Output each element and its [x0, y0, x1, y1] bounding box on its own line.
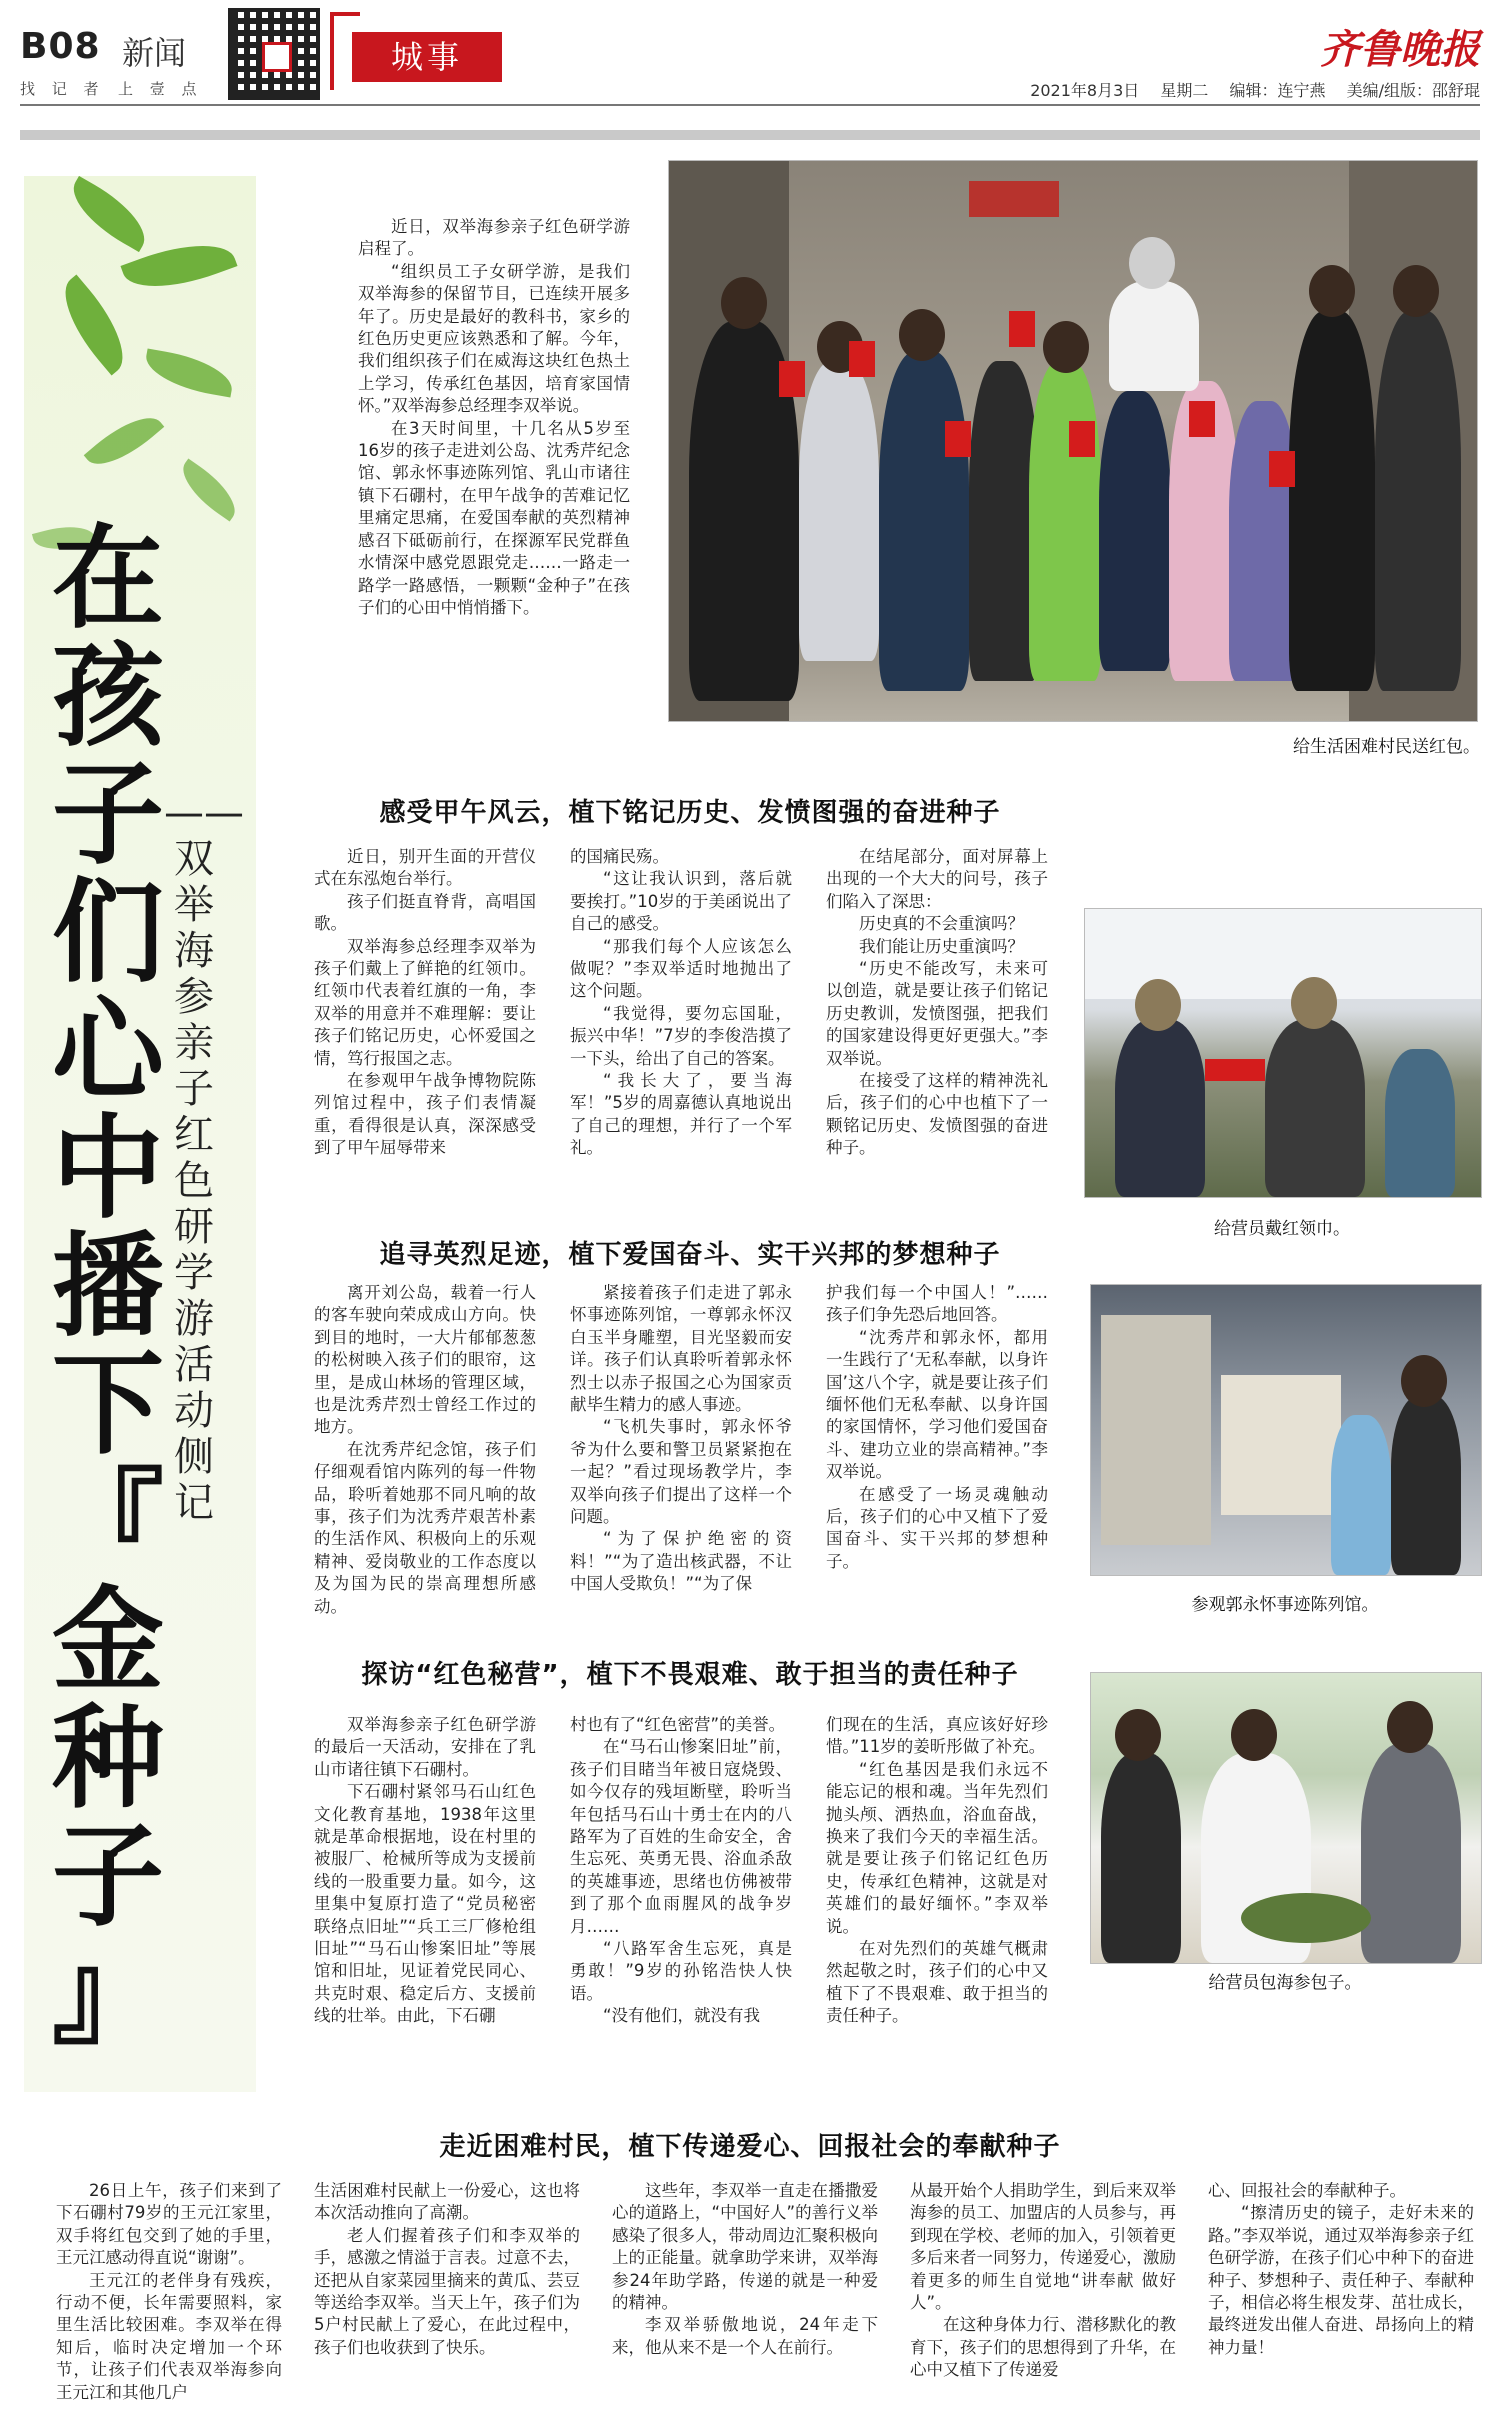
photo-dumplings	[1090, 1672, 1482, 1964]
qr-code[interactable]	[228, 8, 320, 100]
section-heading-1: 感受甲午风云，植下铭记历史、发愤图强的奋进种子	[379, 798, 1001, 828]
section-1-col-3: 在结尾部分，面对屏幕上出现的一个大大的问号，孩子们陷入了深思： 历史真的不会重演吗？ 我们能让历史重演吗？ “历史不能改写，未来可以创造，就是要让孩子们铭记历史教训，发愤图强，把我们的国家建设得更好更强大。”李双举说。 在接受了这样的精神洗礼后，孩子们的心中也植下了一颗铭记历史、发愤图强的奋进种子。	[826, 847, 1048, 1158]
designer-credit: 美编/组版：邵舒琨	[1346, 81, 1480, 100]
section-heading-2: 追寻英烈足迹，植下爱国奋斗、实干兴邦的梦想种子	[379, 1240, 1001, 1270]
red-envelope	[779, 361, 805, 397]
photo-person	[1361, 1743, 1461, 1963]
leaf-decoration	[47, 274, 140, 375]
photo-person	[1289, 311, 1375, 691]
photo-head	[1401, 1355, 1447, 1407]
red-envelope	[945, 421, 971, 457]
section-4-col-2: 生活困难村民献上一份爱心，这也将本次活动推向了高潮。 老人们握着孩子们和李双举的手，感激之情溢于言表。过意不去，还把从自家菜园里摘来的黄瓜、芸豆等送给李双举。当天上午，孩子们为5户村民献上了爱心，在此过程中，孩子们也收获到了快乐。	[314, 2181, 580, 2357]
section-3-col-2: 村也有了“红色密营”的美誉。 在“马石山惨案旧址”前，孩子们目睹当年被日寇烧毁、如今仅存的残垣断壁，聆听当年包括马石山十勇士在内的八路军为了百姓的生命安全，舍生忘死、英勇无畏、浴血杀敌的英雄事迹，思绪也仿佛被带到了那个血雨腥风的战争岁月…… “八路军舍生忘死，真是勇敢！”9岁的孙铭浩快人快语。 “没有他们，就没有我	[570, 1715, 792, 2026]
section-3-col-3: 们现在的生活，真应该好好珍惜。”11岁的姜昕彤做了补充。 “红色基因是我们永远不能忘记的根和魂。当年先烈们抛头颅、洒热血，浴血奋战，换来了我们今天的幸福生活。就是要让孩子们铭记红色历史，传承红色精神，这就是对英雄们的最好缅怀。”李双举说。 在对先烈们的英雄气概肃然起敬之时，孩子们的心中又植下了不畏艰难、敢于担当的责任种子。	[826, 1715, 1048, 2026]
intro-text: 近日，双举海参亲子红色研学游启程了。 “组织员工子女研学游，是我们双举海参的保留节目，已连续开展多年了。历史是最好的教科书，家乡的红色历史更应该熟悉和了解。今年，我们组织孩子们在威海这块红色热土上学习，传承红色基因，培育家国情怀。”双举海参总经理李双举说。 在3天时间里，十几名从5岁至16岁的孩子走进刘公岛、沈秀芹纪念馆、郭永怀事迹陈列馆、乳山市诸往镇下石硼村，在甲午战争的苦难记忆里痛定思痛，在爱国奉献的英烈精神感召下砥砺前行，在探源军民党群鱼水情深中感党恩跟党走……一路走一路学一路感悟，一颗颗“金种子”在孩子们的心田中悄悄播下。	[358, 217, 630, 617]
photo-person	[1265, 1019, 1365, 1197]
photo-person	[879, 351, 969, 691]
issue-weekday: 星期二	[1160, 81, 1209, 100]
photo-head	[1115, 1709, 1161, 1761]
photo-display-case	[1221, 1375, 1341, 1515]
photo-exhibition	[1090, 1284, 1482, 1576]
photo-person	[1101, 1753, 1181, 1963]
section-4-col-1: 26日上午，孩子们来到了下石硼村79岁的王元江家里，双手将红包交到了她的手里，王元江感动得直说“谢谢”。 王元江的老伴身有残疾，行动不便，长年需要照料，家里生活比较困难。李双举在得知后，临时决定增加一个环节，让孩子们代表双举海参向王元江和其他几户	[56, 2181, 282, 2402]
red-scarf	[1205, 1059, 1265, 1081]
red-envelope	[1269, 451, 1295, 487]
red-envelope	[1069, 421, 1095, 457]
photo-person	[1029, 361, 1101, 681]
photo-head	[899, 309, 945, 361]
newspaper-logo: 齐鲁晚报	[1320, 26, 1480, 73]
section-name: 新闻	[122, 34, 187, 72]
photo-person	[799, 361, 879, 661]
header-subtitle-right: 上 壹 点	[118, 80, 203, 98]
photo-caption-1: 给生活困难村民送红包。	[1293, 737, 1480, 757]
section-2-col-2: 紧接着孩子们走进了郭永怀事迹陈列馆，一尊郭永怀汉白玉半身雕塑，目光坚毅而安详。孩子们认真聆听着郭永怀烈士以赤子报国之心为国家贡献毕生精力的感人事迹。 “飞机失事时，郭永怀爷爷为什么要和警卫员紧紧抱在一起？”看过现场教学片，李双举向孩子们提出了这样一个问题。 “为了保护绝密的资料！”“为了造出核武器，不让中国人受欺负！”“为了保	[570, 1283, 792, 1594]
photo-head	[721, 277, 767, 329]
section-heading-3: 探访“红色秘营”，植下不畏艰难、敢于担当的责任种子	[361, 1660, 1019, 1690]
issue-date: 2021年8月3日	[1030, 81, 1140, 100]
section-1-col-1: 近日，别开生面的开营仪式在东泓炮台举行。 孩子们挺直脊背，高唱国歌。 双举海参总经理李双举为孩子们戴上了鲜艳的红领巾。红领巾代表着红旗的一角，李双举的用意并不难理解：要让孩子们铭记历史，心怀爱国之情，笃行报国之志。 在参观甲午战争博物院陈列馆过程中，孩子们表情凝重，看得很是认真，深深感受到了甲午屈辱带来	[314, 847, 536, 1158]
photo-head	[1129, 237, 1175, 289]
photo-person	[1109, 281, 1199, 391]
leaf-decoration	[84, 404, 165, 478]
photo-couplet	[969, 181, 1059, 217]
photo-caption-3: 参观郭永怀事迹陈列馆。	[1191, 1595, 1379, 1615]
photo-head	[1231, 1709, 1277, 1761]
page-number: B08	[20, 26, 101, 67]
section-heading-4: 走近困难村民，植下传递爱心、回报社会的奉献种子	[439, 2132, 1061, 2162]
section-2-col-1: 离开刘公岛，载着一行人的客车驶向荣成成山方向。快到目的地时，一大片郁郁葱葱的松树映入孩子们的眼帘，这里，是成山林场的管理区域，也是沈秀芹烈士曾经工作过的地方。 在沈秀芹纪念馆，孩子们仔细观看馆内陈列的每一件物品，聆听着她那不同凡响的故事，孩子们为沈秀芹艰苦朴素的生活作风、积极向上的乐观精神、爱岗敬业的工作态度以及为国为民的崇高理想所感动。	[314, 1283, 536, 1616]
header-bar	[20, 130, 1480, 140]
section-1-col-2: 的国痛民殇。 “这让我认识到，落后就要挨打。”10岁的于美函说出了自己的感受。 “那我们每个人应该怎么做呢？”李双举适时地抛出了这个问题。 “我觉得，要勿忘国耻，振兴中华！”7岁的李俊浩摸了一下头，给出了自己的答案。 “我长大了，要当海军！”5岁的周嘉德认真地说出了自己的理想，并行了一个军礼。	[570, 847, 792, 1158]
photo-head	[1387, 1701, 1433, 1753]
section-4-col-4: 从最开始个人捐助学生，到后来双举海参的员工、加盟店的人员参与，再到现在学校、老师的加入，引领着更多后来者一同努力，传递爱心，激励着更多的师生自觉地“讲奉献 做好人”。 在这种身体力行、潜移默化的教育下，孩子们的思想得到了升华，在心中又植下了传递爱	[910, 2181, 1176, 2380]
photo-display-board	[1101, 1315, 1211, 1545]
leaf-decoration	[61, 176, 157, 252]
photo-person	[1385, 1049, 1455, 1197]
section-4-col-3: 这些年，李双举一直走在播撒爱心的道路上，“中国好人”的善行义举感染了很多人，带动周边汇聚积极向上的正能量。就拿助学来讲，双举海参24年助学路，传递的就是一种爱的精神。 李双举骄傲地说，24年走下来，他从来不是一个人在前行。	[612, 2181, 878, 2357]
photo-dumpling-tray	[1241, 1893, 1371, 1943]
photo-person	[1115, 1019, 1205, 1197]
red-envelope	[1009, 311, 1035, 347]
red-envelope	[1189, 401, 1215, 437]
photo-head	[1393, 265, 1439, 317]
photo-caption-4: 给营员包海参包子。	[1208, 1973, 1362, 1993]
column-tag: 城事	[352, 32, 502, 82]
photo-person	[1099, 391, 1171, 671]
editor-credit: 编辑：连宁燕	[1229, 81, 1326, 100]
red-envelope	[849, 341, 875, 377]
photo-head	[1135, 979, 1181, 1031]
photo-head	[1309, 265, 1355, 317]
photo-head	[1043, 321, 1089, 373]
main-headline: 在 孩 子 们 心 中 播 下 『 金 种 子 』	[52, 513, 164, 2060]
photo-red-scarf	[1084, 908, 1482, 1198]
section-4-col-5: 心、回报社会的奉献种子。 “擦清历史的镜子，走好未来的路。”李双举说，通过双举海参亲子红色研学游，在孩子们心中种下的奋进种子、梦想种子、责任种子、奉献种子，相信必将生根发芽、茁壮成长，最终迸发出催人奋进、昂扬向上的精神力量！	[1208, 2181, 1474, 2357]
section-3-col-1: 双举海参亲子红色研学游的最后一天活动，安排在了乳山市诸往镇下石硼村。 下石硼村紧邻马石山红色文化教育基地，1938年这里就是革命根据地，设在村里的被服厂、枪械所等成为支援前线的一股重要力量。如今，这里集中复原打造了“党员秘密联络点旧址”“兵工三厂修枪组旧址”“马石山惨案旧址”等展馆和旧址，见证着党民同心、共克时艰、稳定后方、支援前线的壮举。由此，下石硼	[314, 1715, 536, 2026]
leaf-decoration	[142, 348, 237, 397]
photo-caption-2: 给营员戴红领巾。	[1214, 1219, 1350, 1239]
header-subtitle-left: 找 记 者	[20, 80, 105, 98]
header-meta	[1014, 78, 1480, 101]
photo-person	[1375, 311, 1461, 691]
header-rule	[20, 104, 1480, 106]
sub-headline: —— 双 举 海 参 亲 子 红 色 研 学 游 活 动 侧 记	[164, 790, 244, 1526]
leaf-decoration	[172, 458, 245, 521]
photo-red-envelopes	[668, 160, 1478, 722]
photo-person	[1331, 1415, 1391, 1575]
photo-person	[1391, 1395, 1461, 1575]
photo-head	[1291, 977, 1337, 1029]
section-2-col-3: 护我们每一个中国人！”……孩子们争先恐后地回答。 “沈秀芹和郭永怀，都用一生践行了‘无私奉献，以身许国’这八个字，就是要让孩子们缅怀他们无私奉献、以身许国的家国情怀，学习他们爱国奋斗、建功立业的崇高精神。”李双举说。 在感受了一场灵魂触动后，孩子们的心中又植下了爱国奋斗、实干兴邦的梦想种子。	[826, 1283, 1048, 1571]
